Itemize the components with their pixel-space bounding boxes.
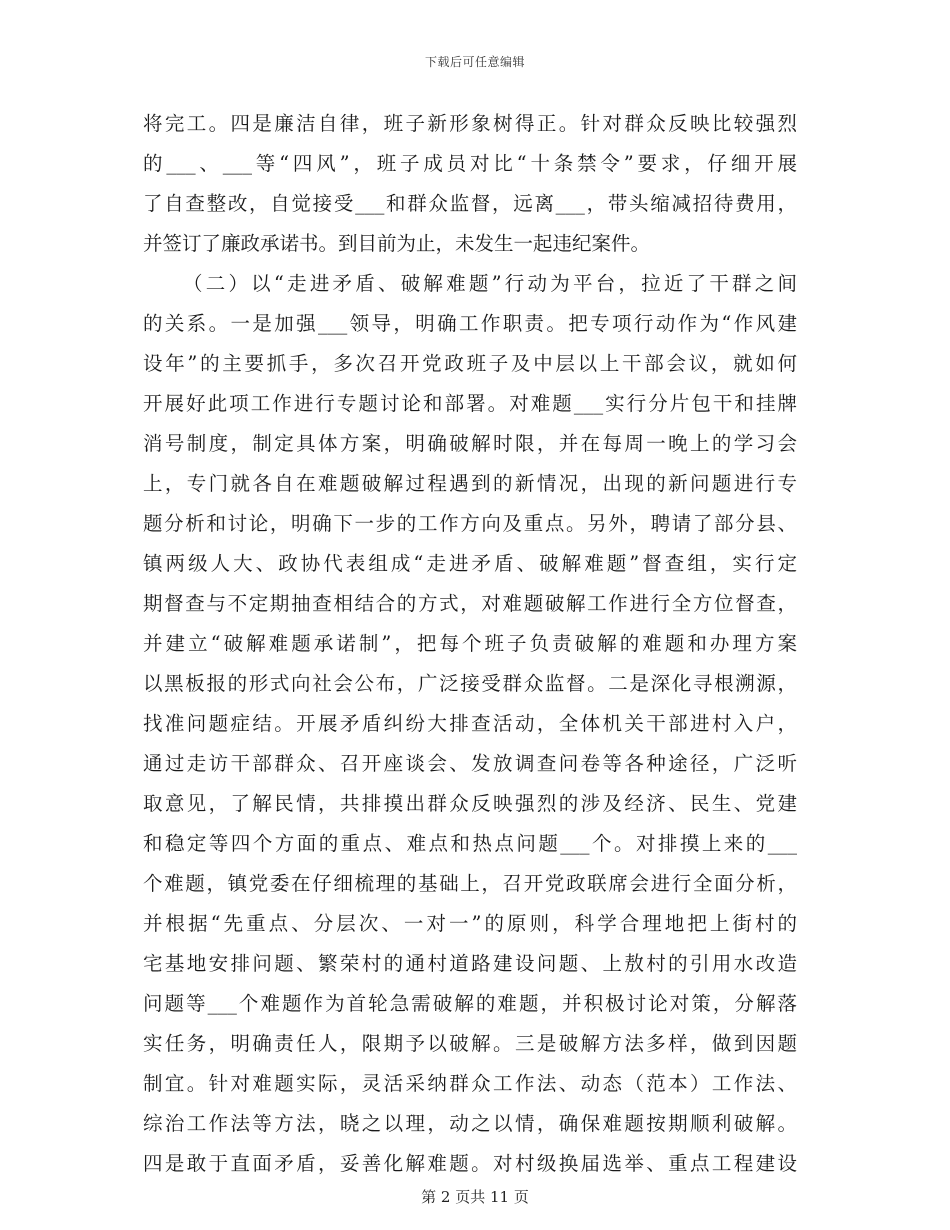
text-line: 开展好此项工作进行专题讨论和部署。对难题___实行分片包干和挂牌 [143, 392, 797, 415]
text-line: 和稳定等四个方面的重点、难点和热点问题___个。对排摸上来的___ [143, 832, 797, 855]
text-line: 了自查整改，自觉接受___和群众监督，远离___，带头缩减招待费用， [143, 192, 797, 215]
page-header: 下载后可任意编辑 [424, 55, 525, 69]
text-line: 设年”的主要抓手，多次召开党政班子及中层以上干部会议，就如何 [143, 352, 797, 375]
text-line: 期督查与不定期抽查相结合的方式，对难题破解工作进行全方位督查， [143, 592, 797, 615]
text-line: 四是敢于直面矛盾，妥善化解难题。对村级换届选举、重点工程建设 [143, 1152, 797, 1175]
text-line: 取意见，了解民情，共排摸出群众反映强烈的涉及经济、民生、党建 [143, 792, 797, 815]
text-line: 个难题，镇党委在仔细梳理的基础上，召开党政联席会进行全面分析， [143, 872, 797, 895]
text-line: 以黑板报的形式向社会公布，广泛接受群众监督。二是深化寻根溯源， [143, 672, 797, 695]
text-line: 找准问题症结。开展矛盾纠纷大排查活动，全体机关干部进村入户， [143, 712, 797, 735]
text-line: 并根据“先重点、分层次、一对一”的原则，科学合理地把上街村的 [143, 912, 797, 935]
text-line: 综治工作法等方法，晓之以理，动之以情，确保难题按期顺利破解。 [143, 1112, 797, 1135]
page-footer: 第 2 页共 11 页 [421, 1188, 529, 1206]
text-line: 并签订了廉政承诺书。到目前为止，未发生一起违纪案件。 [143, 232, 651, 255]
text-line: 制宜。针对难题实际，灵活采纳群众工作法、动态（范本）工作法、 [143, 1072, 797, 1095]
text-line: 的___、___等“四风”，班子成员对比“十条禁令”要求，仔细开展 [143, 152, 797, 175]
text-line: 题分析和讨论，明确下一步的工作方向及重点。另外，聘请了部分县、 [143, 512, 797, 535]
text-line: 将完工。四是廉洁自律，班子新形象树得正。针对群众反映比较强烈 [143, 112, 797, 135]
text-line: 问题等___个难题作为首轮急需破解的难题，并积极讨论对策，分解落 [143, 992, 797, 1015]
text-line: 上，专门就各自在难题破解过程遇到的新情况，出现的新问题进行专 [143, 472, 797, 495]
document-body [143, 104, 797, 1184]
text-line: 的关系。一是加强___领导，明确工作职责。把专项行动作为“作风建 [143, 312, 797, 335]
paragraph-first-line: （二）以“走进矛盾、破解难题”行动为平台，拉近了干群之间 [183, 272, 797, 295]
text-line: 消号制度，制定具体方案，明确破解时限，并在每周一晚上的学习会 [143, 432, 797, 455]
text-line: 通过走访干部群众、召开座谈会、发放调查问卷等各种途径，广泛听 [143, 752, 797, 775]
text-line: 镇两级人大、政协代表组成“走进矛盾、破解难题”督查组，实行定 [143, 552, 797, 575]
text-line: 实任务，明确责任人，限期予以破解。三是破解方法多样，做到因题 [143, 1032, 797, 1055]
text-line: 宅基地安排问题、繁荣村的通村道路建设问题、上敖村的引用水改造 [143, 952, 797, 975]
text-line: 并建立“破解难题承诺制”，把每个班子负责破解的难题和办理方案 [143, 632, 797, 655]
